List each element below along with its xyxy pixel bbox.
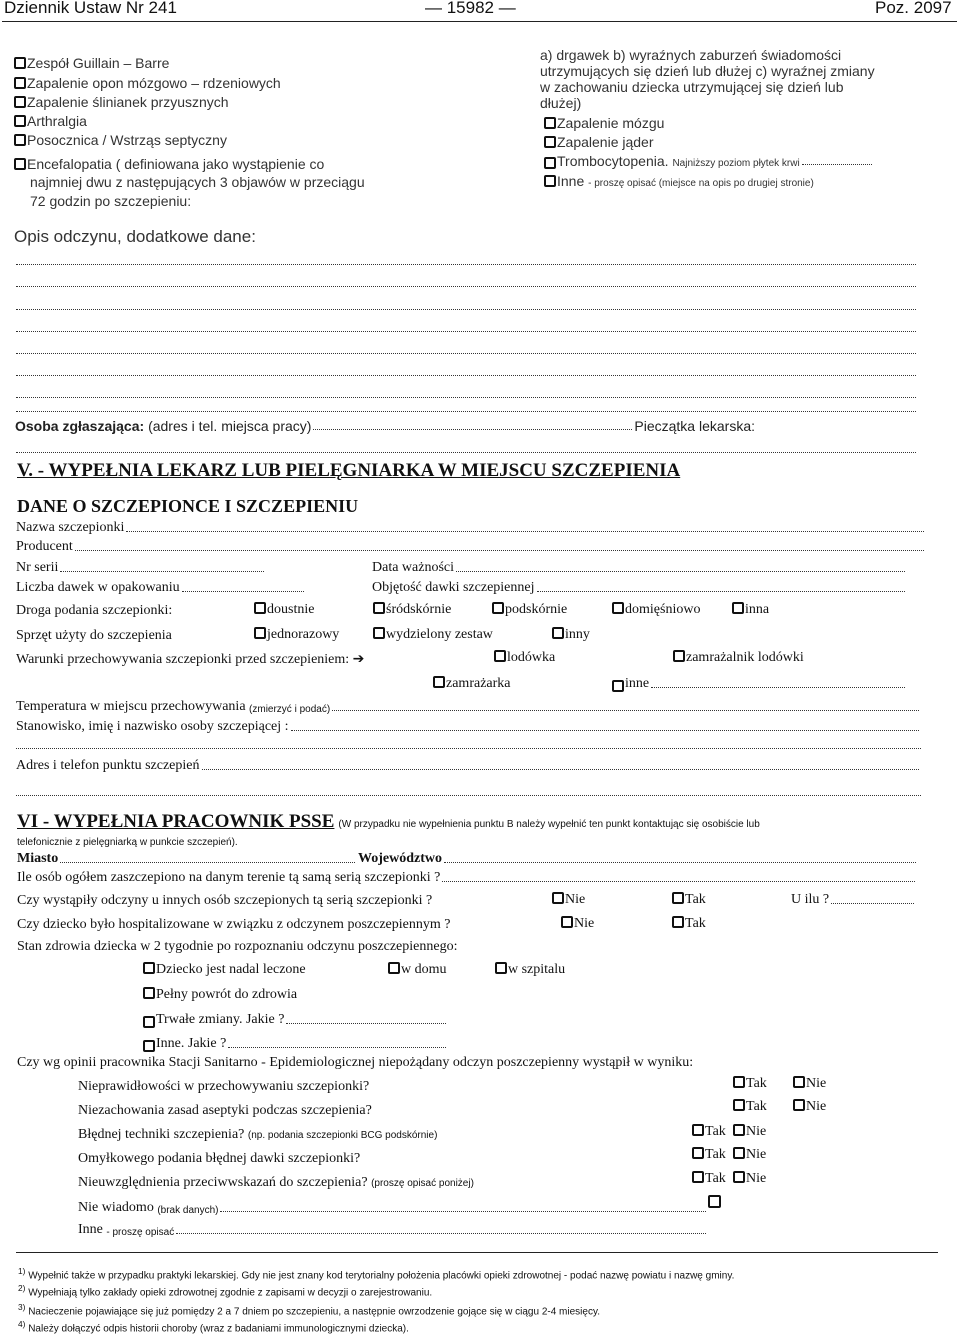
- label: Zespół Guillain – Barre: [27, 55, 170, 71]
- data-waznosci-field[interactable]: [456, 571, 905, 572]
- left-item-cont2: 72 godzin po szczepieniu:: [30, 193, 192, 209]
- warunki-opt-zamrazalnik[interactable]: [673, 650, 804, 666]
- checkbox-icon[interactable]: [552, 892, 564, 904]
- u-ilu-label: U ilu ?: [791, 892, 830, 907]
- miasto-field[interactable]: [60, 862, 355, 863]
- footnote-rule: [16, 1252, 938, 1253]
- o3-text: Błędnej techniki szczepienia?: [78, 1127, 245, 1142]
- opis-line-3[interactable]: [16, 309, 916, 310]
- droga-opt-podskornie[interactable]: [492, 602, 567, 618]
- platelet-label: Najniższy poziom płytek krwi: [672, 158, 800, 169]
- o1-nie[interactable]: [793, 1076, 826, 1092]
- o5-tak[interactable]: [692, 1171, 726, 1187]
- temperatura-row: [16, 699, 921, 715]
- left-item-slinianek[interactable]: [14, 94, 229, 110]
- label: Encefalopatia ( definiowana jako wystąpienie co: [27, 156, 325, 172]
- label: Inne: [557, 173, 585, 189]
- label: wydzielony zestaw: [386, 627, 493, 642]
- o4-tak[interactable]: [692, 1147, 726, 1163]
- label: inne: [625, 676, 650, 691]
- label: Pełny powrót do zdrowia: [156, 987, 298, 1002]
- liczba-row: [16, 580, 306, 596]
- o2-label: Niezachowania zasad aseptyki podczas szczepienia?: [78, 1103, 372, 1118]
- droga-opt-srodskornie[interactable]: [373, 602, 451, 618]
- label: Tak: [746, 1099, 767, 1114]
- miasto-label: Miasto: [17, 851, 59, 866]
- stan-opt-pelny[interactable]: [143, 987, 297, 1003]
- checkbox-icon[interactable]: [254, 602, 266, 614]
- q1-row: [17, 870, 917, 886]
- sprzet-opt-zestaw[interactable]: [373, 627, 493, 643]
- checkbox-icon[interactable]: [672, 892, 684, 904]
- nr-serii-field[interactable]: [60, 571, 264, 572]
- page-number: — 15982 —: [425, 0, 516, 17]
- left-item-encefalopatia[interactable]: [14, 156, 324, 172]
- page-header-left: Dziennik Ustaw Nr 241: [4, 0, 177, 17]
- footnote-num: 3): [18, 1302, 26, 1312]
- o4-label: Omyłkowego podania błędnej dawki szczepionki?: [78, 1151, 361, 1166]
- producent-field[interactable]: [75, 550, 924, 551]
- o5-text: Nieuwzględnienia przeciwwskazań do szczepienia?: [78, 1175, 368, 1190]
- checkbox-icon[interactable]: [673, 650, 685, 662]
- opis-line-1[interactable]: [16, 264, 916, 265]
- adres-label: Adres i telefon punktu szczepień: [16, 758, 200, 773]
- checkbox-icon[interactable]: [373, 627, 385, 639]
- q2-nie[interactable]: [552, 892, 585, 908]
- checkbox-icon[interactable]: [732, 602, 744, 614]
- checkbox-icon[interactable]: [544, 157, 556, 169]
- left-item-opon[interactable]: [14, 75, 281, 91]
- footnote-text: Nacieczenie pojawiające się już pomiędzy 2 a 7 dniem po szczepieniu, a następnie owrzodzenie gojące się w ciągu 2-4 miesięcy.: [28, 1306, 600, 1318]
- footnote-num: 2): [18, 1283, 26, 1293]
- label: Posocznica / Wstrząs septyczny: [27, 132, 227, 148]
- label: Tak: [685, 892, 706, 907]
- objetosc-label: Objętość dawki szczepiennej: [372, 580, 535, 595]
- checkbox-icon[interactable]: [14, 96, 26, 108]
- checkbox-icon[interactable]: [143, 1040, 155, 1052]
- checkbox-icon[interactable]: [672, 916, 684, 928]
- checkbox-icon[interactable]: [692, 1171, 704, 1183]
- stan-opt-leczone[interactable]: [143, 962, 306, 978]
- opis-line-4[interactable]: [16, 331, 916, 332]
- platelet-field[interactable]: [802, 164, 872, 165]
- label: Tak: [746, 1076, 767, 1091]
- right-line1: a) drgawek b) wyraźnych zaburzeń świadomości: [540, 47, 842, 63]
- label: Zapalenie jąder: [557, 134, 654, 150]
- checkbox-icon[interactable]: [612, 602, 624, 614]
- stanowisko-field[interactable]: [291, 730, 919, 731]
- u-ilu-field[interactable]: [831, 903, 914, 904]
- checkbox-icon[interactable]: [733, 1147, 745, 1159]
- label: jednorazowy: [267, 627, 340, 642]
- section6-note: (W przypadku nie wypełnienia punktu B należy wypełnić ten punkt kontaktując się osobiście lub: [338, 819, 760, 830]
- label: domięśniowo: [625, 602, 701, 617]
- checkbox-icon[interactable]: [14, 158, 26, 170]
- checkbox-icon[interactable]: [143, 962, 155, 974]
- checkbox-icon[interactable]: [552, 627, 564, 639]
- nr-serii-row: [16, 560, 266, 576]
- footnote-3: [18, 1302, 600, 1317]
- q2-tak[interactable]: [672, 892, 706, 908]
- section6-note2: telefonicznie z pielęgniarką w punkcie szczepień).: [17, 837, 238, 848]
- producent-label: Producent: [16, 539, 73, 554]
- opis-line-7[interactable]: [16, 397, 916, 398]
- checkbox-icon[interactable]: [14, 57, 26, 69]
- o7-hint: - proszę opisać: [106, 1227, 175, 1238]
- o3-nie[interactable]: [733, 1124, 766, 1140]
- label: Zapalenie mózgu: [557, 115, 665, 131]
- left-item-posocznica[interactable]: [14, 132, 227, 148]
- checkbox-icon[interactable]: [733, 1099, 745, 1111]
- left-item-cont1: najmniej dwu z następujących 3 objawów w przeciągu: [30, 174, 365, 190]
- checkbox-icon[interactable]: [544, 175, 556, 187]
- right-line3: w zachowaniu dziecka utrzymującej się dzień lub: [540, 79, 844, 95]
- opis-label: Opis odczynu, dodatkowe dane:: [14, 227, 256, 246]
- stanowisko-line[interactable]: [16, 748, 921, 749]
- q3-label: Czy dziecko było hospitalizowane w związku z odczynem poszczepiennym ?: [17, 917, 451, 932]
- inne-jakie-field[interactable]: [228, 1047, 446, 1048]
- warunki-opt-inne[interactable]: [612, 676, 907, 692]
- footnote-text: Wypełniają tylko zakłady opieki zdrowotnej zgodnie z zapisami w decyzji o zarejestrowaniu.: [28, 1287, 433, 1299]
- o6-hint: (brak danych): [157, 1205, 219, 1216]
- arrow-right-icon: ➔: [352, 651, 365, 667]
- sprzet-opt-inny[interactable]: [552, 627, 590, 643]
- label: Zapalenie ślinianek przyusznych: [27, 94, 229, 110]
- footnote-num: 4): [18, 1319, 26, 1329]
- label: inna: [745, 602, 770, 617]
- page-header-right: Poz. 2097: [875, 0, 952, 17]
- checkbox-icon[interactable]: [388, 962, 400, 974]
- q3-nie[interactable]: [561, 916, 594, 932]
- nazwa-label: Nazwa szczepionki: [16, 520, 125, 535]
- footnote-2: [18, 1283, 432, 1298]
- stanowisko-label: Stanowisko, imię i nazwisko osoby szczepiącej :: [16, 719, 289, 734]
- nazwa-row: [16, 520, 926, 536]
- u-ilu-row: [791, 892, 916, 908]
- droga-opt-inna[interactable]: [732, 602, 769, 618]
- label: w domu: [401, 962, 447, 977]
- label: Nie: [806, 1099, 827, 1114]
- label: Zapalenie opon mózgowo – rdzeniowych: [27, 75, 281, 91]
- section5-title: V. - WYPEŁNIA LEKARZ LUB PIELĘGNIARKA W MIEJSCU SZCZEPIENIA: [17, 460, 681, 481]
- checkbox-icon[interactable]: [492, 602, 504, 614]
- temperatura-field[interactable]: [332, 710, 919, 711]
- checkbox-icon[interactable]: [373, 602, 385, 614]
- label: doustnie: [267, 602, 315, 617]
- q2-label: Czy wystąpiły odczyny u innych osób szczepionych tą serią szczepionki ?: [17, 893, 433, 908]
- miasto-row: [17, 851, 357, 867]
- checkbox-icon[interactable]: [544, 117, 556, 129]
- q3-tak[interactable]: [672, 916, 706, 932]
- o4-nie[interactable]: [733, 1147, 766, 1163]
- producent-row: [16, 539, 926, 555]
- right-line2: utrzymujących się dzień lub dłużej c) wyraźnej zmiany: [540, 63, 875, 79]
- inne-hint: - proszę opisać (miejsce na opis po drugiej stronie): [588, 178, 814, 189]
- q1-field[interactable]: [442, 881, 915, 882]
- label: Tak: [705, 1171, 726, 1186]
- wojewodztwo-row: [358, 851, 918, 867]
- adres-row: [16, 758, 921, 774]
- o3-hint: (np. podania szczepionki BCG podskórnie): [247, 1130, 438, 1141]
- checkbox-icon[interactable]: [433, 676, 445, 688]
- footnote-1: [18, 1266, 734, 1281]
- o1-tak[interactable]: [733, 1076, 767, 1092]
- right-item-trombocytopenia[interactable]: [544, 153, 934, 169]
- objetosc-field[interactable]: [537, 591, 906, 592]
- checkbox-icon[interactable]: [793, 1076, 805, 1088]
- separator-line: [16, 795, 921, 796]
- data-waznosci-label: Data ważności: [372, 560, 455, 575]
- checkbox-icon[interactable]: [14, 77, 26, 89]
- liczba-label: Liczba dawek w opakowaniu: [16, 580, 180, 595]
- checkbox-icon[interactable]: [733, 1124, 745, 1136]
- label: inny: [565, 627, 590, 642]
- droga-label: Droga podania szczepionki:: [16, 603, 173, 618]
- wojewodztwo-label: Województwo: [358, 851, 442, 866]
- o6-label: Nie wiadomo: [78, 1200, 154, 1215]
- right-item-inne[interactable]: [544, 173, 814, 189]
- o2-nie[interactable]: [793, 1099, 826, 1115]
- label: zamrażarka: [446, 676, 511, 691]
- checkbox-icon[interactable]: [561, 916, 573, 928]
- osoba-hint: (adres i tel. miejsca pracy): [148, 418, 312, 434]
- o7-field[interactable]: [176, 1233, 706, 1234]
- stanowisko-row: [16, 719, 921, 735]
- o6-row: [78, 1200, 708, 1216]
- opis-line-5[interactable]: [16, 353, 916, 354]
- warunki-opt-lodowka[interactable]: [494, 650, 555, 666]
- checkbox-icon[interactable]: [793, 1099, 805, 1111]
- label: Nie: [574, 916, 595, 931]
- opinia-label: Czy wg opinii pracownika Stacji Sanitarno - Epidemiologicznej niepożądany odczyn poszczepienny wystąpił w wyniku:: [17, 1055, 694, 1070]
- nazwa-field[interactable]: [126, 531, 924, 532]
- stan-opt-trwale[interactable]: [143, 1012, 448, 1028]
- footnote-text: Wypełnić także w przypadku praktyki lekarskiej. Gdy nie jest znany kod terytorialny położenia placówki opieki zdrowotnej - podać nazwę powiatu i nazwę gminy.: [28, 1270, 735, 1282]
- right-item-jader[interactable]: [544, 134, 654, 150]
- sprzet-label: Sprzęt użyty do szczepienia: [16, 628, 172, 643]
- section6-header: [17, 811, 760, 833]
- label: Trwałe zmiany. Jakie ?: [156, 1012, 285, 1027]
- checkbox-icon[interactable]: [143, 987, 155, 999]
- label: Nie: [746, 1171, 767, 1186]
- label: Dziecko jest nadal leczone: [156, 962, 306, 977]
- checkbox-icon[interactable]: [733, 1076, 745, 1088]
- header-rule: [2, 21, 957, 22]
- label: Nie: [565, 892, 586, 907]
- stan-opt-w-szpitalu[interactable]: [495, 962, 565, 978]
- inne-field[interactable]: [651, 687, 905, 688]
- o5-hint: (proszę opisać poniżej): [371, 1178, 474, 1189]
- o2-tak[interactable]: [733, 1099, 767, 1115]
- warunki-label: [16, 651, 364, 668]
- section6-title: VI - WYPEŁNIA PRACOWNIK PSSE: [17, 811, 335, 832]
- osoba-row: [15, 418, 755, 434]
- stamp-label: Pieczątka lekarska:: [634, 418, 755, 434]
- wojewodztwo-field[interactable]: [444, 862, 916, 863]
- footnote-4: [18, 1319, 409, 1334]
- warunki-text: Warunki przechowywania szczepionki przed szczepieniem:: [16, 652, 350, 667]
- o6-checkbox-icon[interactable]: [708, 1195, 721, 1208]
- checkbox-icon[interactable]: [494, 650, 506, 662]
- label: Tak: [705, 1124, 726, 1139]
- opis-line-2[interactable]: [16, 286, 916, 287]
- droga-opt-doustnie[interactable]: [254, 602, 314, 618]
- q1-label: Ile osób ogółem zaszczepiono na danym terenie tą samą serią szczepionki ?: [17, 870, 441, 885]
- osoba-label: Osoba zgłaszająca:: [15, 418, 145, 434]
- nr-serii-label: Nr serii: [16, 560, 59, 575]
- checkbox-icon[interactable]: [733, 1171, 745, 1183]
- osoba-line[interactable]: [16, 452, 916, 453]
- label: Inne. Jakie ?: [156, 1036, 227, 1051]
- o3-tak[interactable]: [692, 1124, 726, 1140]
- label: zamrażalnik lodówki: [686, 650, 804, 665]
- label: śródskórnie: [386, 602, 452, 617]
- checkbox-icon[interactable]: [143, 1016, 155, 1028]
- checkbox-icon[interactable]: [692, 1124, 704, 1136]
- o7-label: Inne: [78, 1222, 103, 1237]
- stan-opt-inne[interactable]: [143, 1036, 448, 1052]
- label: Arthralgia: [27, 113, 87, 129]
- label: Nie: [746, 1147, 767, 1162]
- checkbox-icon[interactable]: [612, 680, 624, 692]
- data-waznosci-row: [372, 560, 907, 576]
- label: Nie: [806, 1076, 827, 1091]
- sprzet-opt-jednorazowy[interactable]: [254, 627, 339, 643]
- checkbox-icon[interactable]: [692, 1147, 704, 1159]
- o3-label: [78, 1127, 437, 1143]
- trwale-field[interactable]: [286, 1023, 446, 1024]
- temperatura-hint: (zmierzyć i podać): [249, 704, 331, 715]
- label: Tak: [705, 1147, 726, 1162]
- stan-label: Stan zdrowia dziecka w 2 tygodnie po rozpoznaniu odczynu poszczepiennego:: [17, 939, 458, 954]
- footnote-num: 1): [18, 1266, 26, 1276]
- warunki-opt-zamrazarka[interactable]: [433, 676, 511, 692]
- opis-line-6[interactable]: [16, 375, 916, 376]
- opis-line-8[interactable]: [16, 411, 916, 412]
- adres-field[interactable]: [202, 769, 920, 770]
- left-item-guillain[interactable]: [14, 55, 169, 71]
- checkbox-icon[interactable]: [254, 627, 266, 639]
- right-item-mozgu[interactable]: [544, 115, 664, 131]
- label: Trombocytopenia.: [557, 153, 669, 169]
- footnote-text: Należy dołączyć odpis historii choroby (wraz z badaniami immunologicznymi dziecka).: [28, 1323, 409, 1335]
- checkbox-icon[interactable]: [495, 962, 507, 974]
- o7-row: [78, 1222, 708, 1238]
- o6-leader: [220, 1211, 706, 1212]
- droga-opt-domiesniowo[interactable]: [612, 602, 700, 618]
- label: lodówka: [507, 650, 556, 665]
- label: Tak: [685, 916, 706, 931]
- right-line4: dłużej): [540, 95, 582, 111]
- checkbox-icon[interactable]: [14, 115, 26, 127]
- o5-nie[interactable]: [733, 1171, 766, 1187]
- liczba-field[interactable]: [182, 591, 304, 592]
- temperatura-label: Temperatura w miejscu przechowywania: [16, 699, 246, 714]
- label: podskórnie: [505, 602, 568, 617]
- o1-label: Nieprawidłowości w przechowywaniu szczepionki?: [78, 1079, 370, 1094]
- checkbox-icon[interactable]: [544, 136, 556, 148]
- checkbox-icon[interactable]: [14, 134, 26, 146]
- label: w szpitalu: [508, 962, 566, 977]
- stan-opt-w-domu[interactable]: [388, 962, 447, 978]
- left-item-arthralgia[interactable]: [14, 113, 87, 129]
- o5-label: [78, 1175, 474, 1191]
- osoba-field[interactable]: [313, 429, 632, 430]
- section5-subtitle: DANE O SZCZEPIONCE I SZCZEPIENIU: [17, 496, 359, 516]
- objetosc-row: [372, 580, 907, 596]
- label: Nie: [746, 1124, 767, 1139]
